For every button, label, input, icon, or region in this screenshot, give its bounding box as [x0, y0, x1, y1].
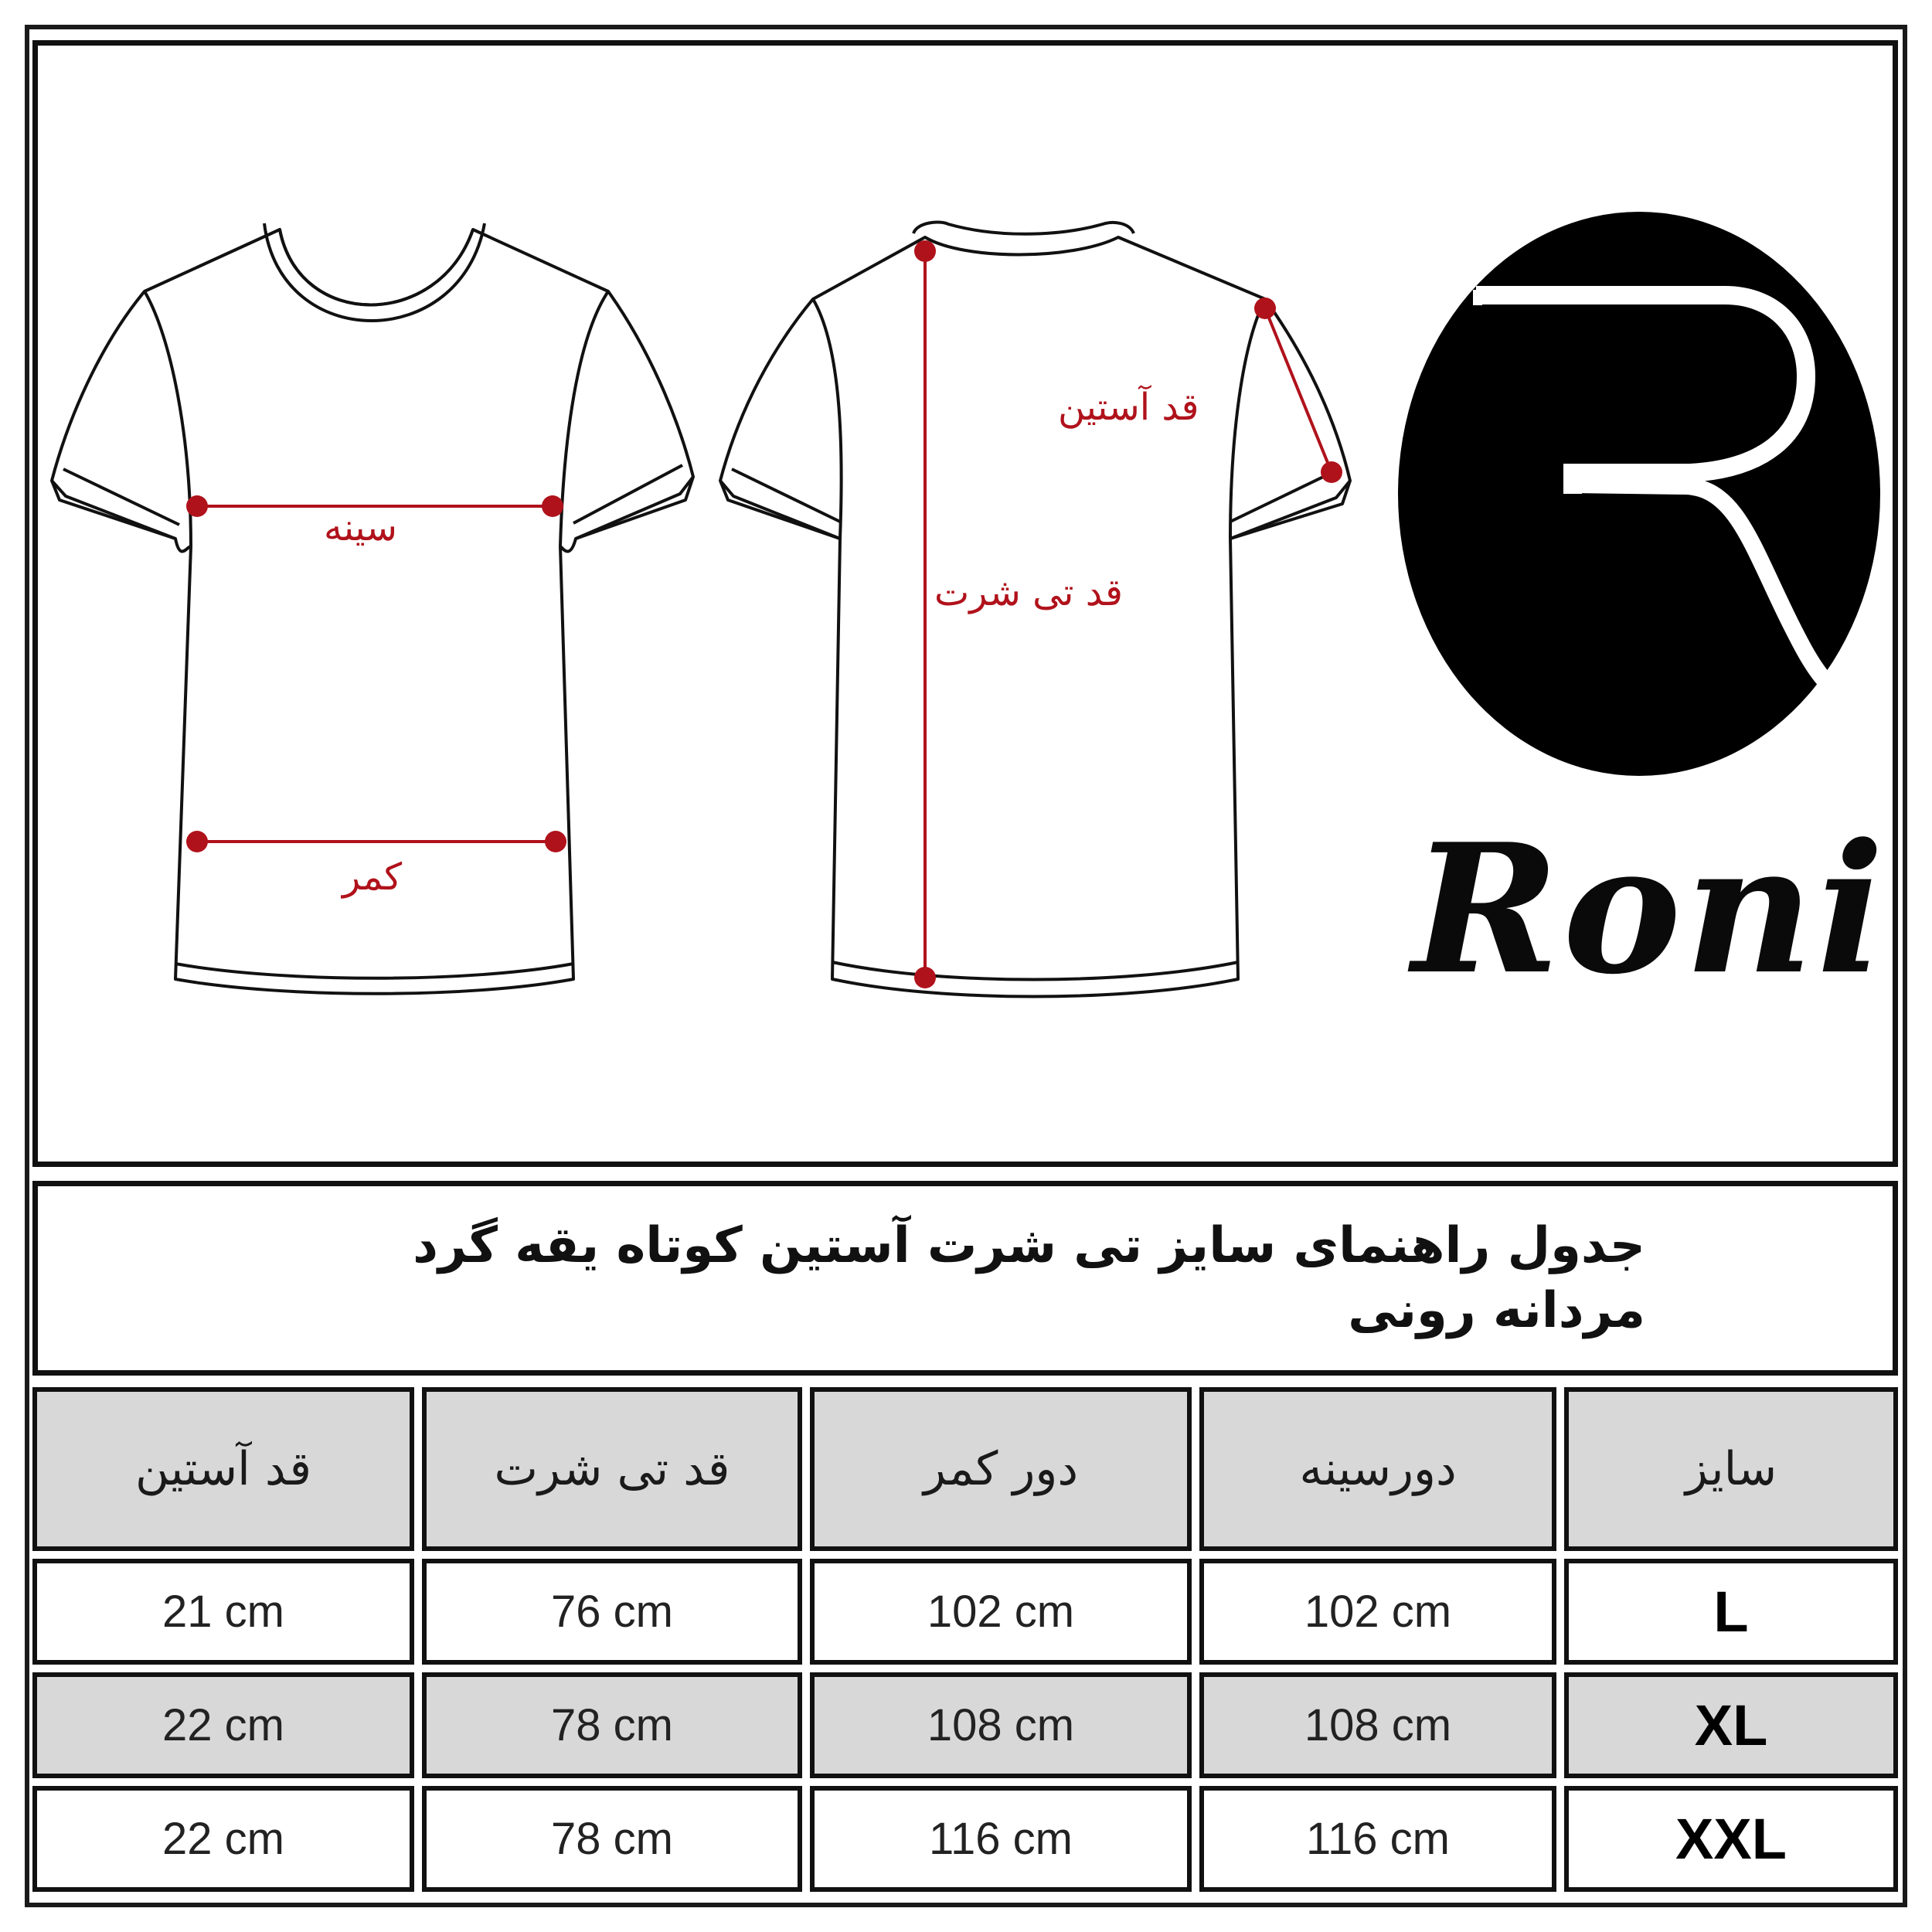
- size-cell: XXL: [1564, 1786, 1898, 1892]
- chest-label: سینه: [324, 506, 397, 549]
- length-label: قد تی شرت: [934, 571, 1123, 614]
- size-cell: XL: [1564, 1672, 1898, 1778]
- size-cell: L: [1564, 1559, 1898, 1665]
- sleeve-label: قد آستین: [1058, 386, 1199, 429]
- header-chest: دورسینه: [1199, 1387, 1556, 1551]
- logo-circle: [1398, 212, 1880, 776]
- table-cell: 116 cm: [1199, 1786, 1556, 1892]
- table-cell: 78 cm: [422, 1786, 802, 1892]
- header-sleeve: قد آستین: [32, 1387, 414, 1551]
- sleeve-measure-line: [1265, 308, 1332, 472]
- table-cell: 102 cm: [810, 1559, 1192, 1665]
- table-cell: 21 cm: [32, 1559, 414, 1665]
- table-cell: 76 cm: [422, 1559, 802, 1665]
- brand-name: Roni: [1412, 805, 1888, 1014]
- header-size: سایز: [1564, 1387, 1898, 1551]
- table-cell: 22 cm: [32, 1672, 414, 1778]
- size-guide-title: جدول راهنمای سایز تی شرت آستین کوتاه یقه گرد مردانه رونی: [413, 1217, 1645, 1339]
- header-length: قد تی شرت: [422, 1387, 802, 1551]
- diagram-panel: [32, 40, 1898, 1167]
- table-cell: 116 cm: [810, 1786, 1192, 1892]
- table-cell: 78 cm: [422, 1672, 802, 1778]
- header-waist: دور کمر: [810, 1387, 1192, 1551]
- table-cell: 108 cm: [1199, 1672, 1556, 1778]
- waist-label: کمر: [342, 855, 403, 899]
- table-cell: 108 cm: [810, 1672, 1192, 1778]
- title-panel: [32, 1181, 1898, 1376]
- table-cell: 102 cm: [1199, 1559, 1556, 1665]
- table-cell: 22 cm: [32, 1786, 414, 1892]
